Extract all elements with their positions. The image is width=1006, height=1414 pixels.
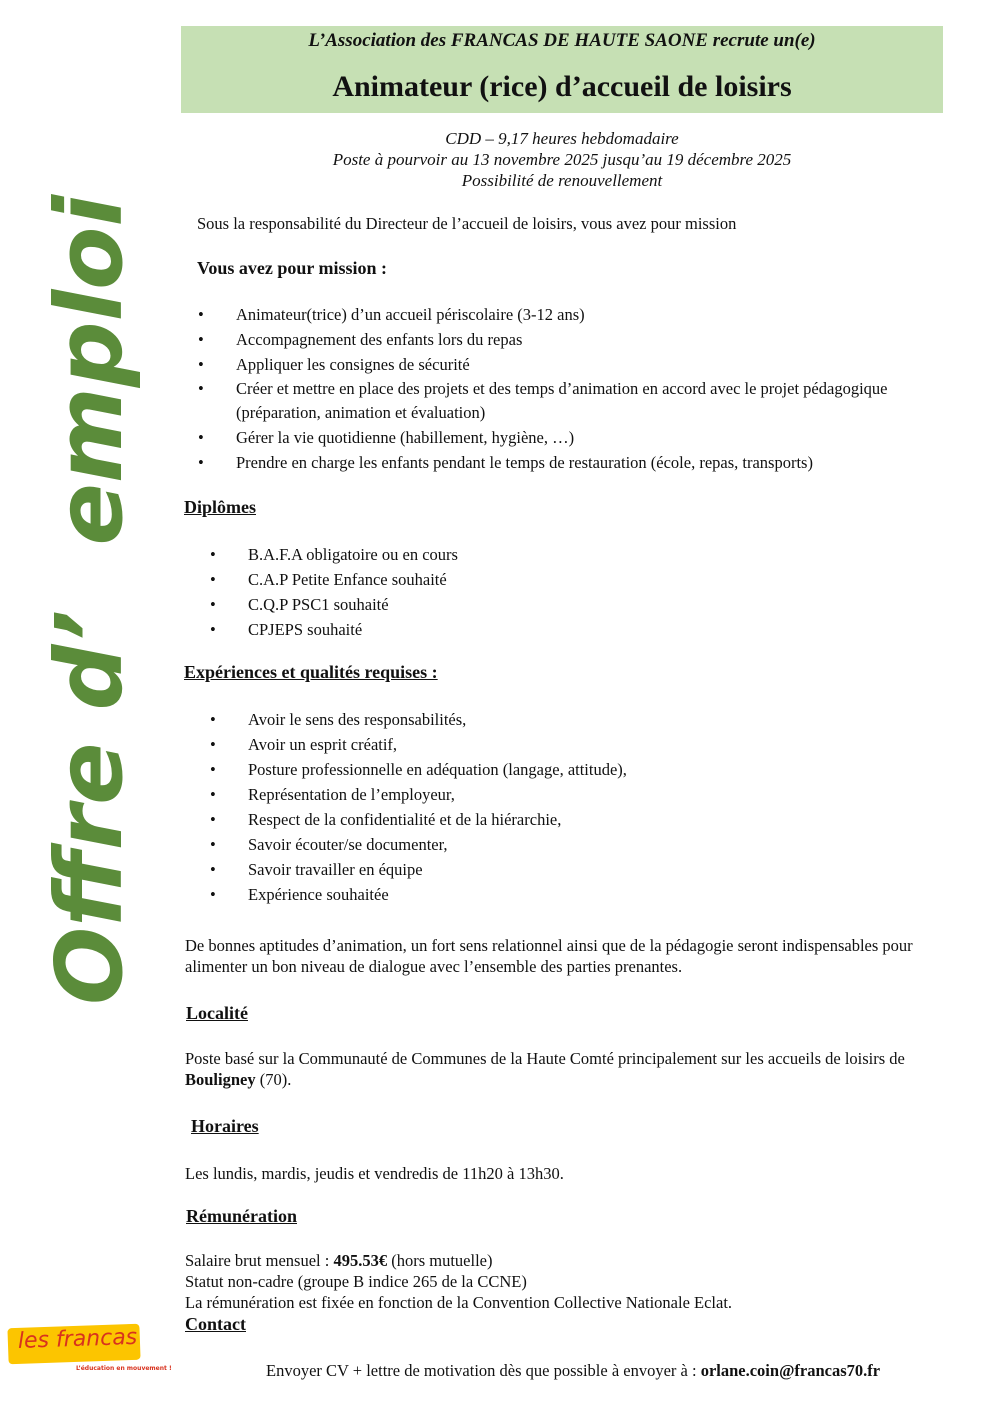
list-item: • Appliquer les consignes de sécurité bbox=[236, 352, 946, 377]
header-banner bbox=[181, 26, 943, 113]
horaires-text: Les lundis, mardis, jeudis et vendredis de 11h20 à 13h30. bbox=[185, 1164, 564, 1183]
mission-list bbox=[236, 302, 946, 475]
header-line: L’Association des FRANCAS DE HAUTE SAONE recrute un(e) bbox=[308, 30, 816, 51]
remuneration-heading: Rémunération bbox=[186, 1206, 297, 1226]
list-item: • Savoir travailler en équipe bbox=[248, 857, 627, 882]
contact-text bbox=[266, 1360, 880, 1381]
intro-text: Sous la responsabilité du Directeur de l’accueil de loisirs, vous avez pour mission bbox=[197, 214, 737, 233]
remuneration-text bbox=[185, 1250, 945, 1313]
contact-instructions: Envoyer CV + lettre de motivation dès que possible à envoyer à : bbox=[266, 1361, 701, 1380]
diplomes-heading: Diplômes bbox=[184, 497, 256, 517]
list-item: • B.A.F.A obligatoire ou en cours bbox=[248, 542, 458, 567]
list-item: • Expérience souhaitée bbox=[248, 882, 627, 907]
list-item: • Animateur(trice) d’un accueil périscolaire (3-12 ans) bbox=[236, 302, 946, 327]
list-item: • Créer et mettre en place des projets et des temps d’animation en accord avec le projet pédagogique (préparation, animation et évaluation) bbox=[236, 377, 946, 425]
list-item: • Avoir un esprit créatif, bbox=[248, 732, 627, 757]
contract-type: CDD – 9,17 heures hebdomadaire bbox=[445, 129, 679, 148]
localite-department: (70). bbox=[255, 1070, 292, 1089]
horaires-heading: Horaires bbox=[191, 1116, 259, 1136]
diplomes-list bbox=[248, 542, 458, 642]
list-item: • Prendre en charge les enfants pendant le temps de restauration (école, repas, transports) bbox=[236, 450, 946, 475]
list-item: • Gérer la vie quotidienne (habillement, hygiène, …) bbox=[236, 425, 946, 450]
mission-heading: Vous avez pour mission : bbox=[197, 258, 388, 278]
experiences-list bbox=[248, 707, 627, 907]
list-item: • C.Q.P PSC1 souhaité bbox=[248, 592, 458, 617]
side-title: Offre d’ emploi bbox=[36, 195, 143, 1005]
experiences-heading: Expériences et qualités requises : bbox=[184, 662, 438, 682]
localite-place: Bouligney bbox=[185, 1070, 256, 1089]
salary-note: (hors mutuelle) bbox=[387, 1251, 493, 1270]
contract-info bbox=[181, 128, 943, 191]
list-item: • Accompagnement des enfants lors du repas bbox=[236, 327, 946, 352]
list-item: • Savoir écouter/se documenter, bbox=[248, 832, 627, 857]
salary-line bbox=[185, 1250, 945, 1271]
convention-line: La rémunération est fixée en fonction de la Convention Collective Nationale Eclat. bbox=[185, 1293, 733, 1312]
salary-label: Salaire brut mensuel : bbox=[185, 1251, 334, 1270]
localite-heading: Localité bbox=[186, 1003, 248, 1023]
page-title: Animateur (rice) d’accueil de loisirs bbox=[332, 70, 792, 103]
salary-value: 495.53€ bbox=[333, 1251, 388, 1270]
list-item: • Respect de la confidentialité et de la hiérarchie, bbox=[248, 807, 627, 832]
contact-heading: Contact bbox=[185, 1314, 246, 1334]
contact-email-link[interactable]: orlane.coin@francas70.fr bbox=[700, 1361, 881, 1380]
list-item: • Représentation de l’employeur, bbox=[248, 782, 627, 807]
list-item: • CPJEPS souhaité bbox=[248, 617, 458, 642]
contract-dates: Poste à pourvoir au 13 novembre 2025 jusqu’au 19 décembre 2025 bbox=[332, 150, 792, 169]
statut-line: Statut non-cadre (groupe B indice 265 de la CCNE) bbox=[185, 1272, 527, 1291]
localite-description: Poste basé sur la Communauté de Communes de la Haute Comté principalement sur les accueils de loisirs de bbox=[185, 1049, 905, 1068]
francas-logo: les francas bbox=[7, 1324, 140, 1365]
logo-tagline: L’éducation en mouvement ! bbox=[76, 1365, 172, 1372]
list-item: • Avoir le sens des responsabilités, bbox=[248, 707, 627, 732]
renewal-note: Possibilité de renouvellement bbox=[461, 171, 663, 190]
list-item: • C.A.P Petite Enfance souhaité bbox=[248, 567, 458, 592]
list-item: • Posture professionnelle en adéquation (langage, attitude), bbox=[248, 757, 627, 782]
aptitudes-text: De bonnes aptitudes d’animation, un fort sens relationnel ainsi que de la pédagogie seront indispensables pour alimenter un bon niveau de dialogue avec l’ensemble des parties prenantes. bbox=[185, 936, 913, 976]
localite-text bbox=[185, 1048, 915, 1090]
